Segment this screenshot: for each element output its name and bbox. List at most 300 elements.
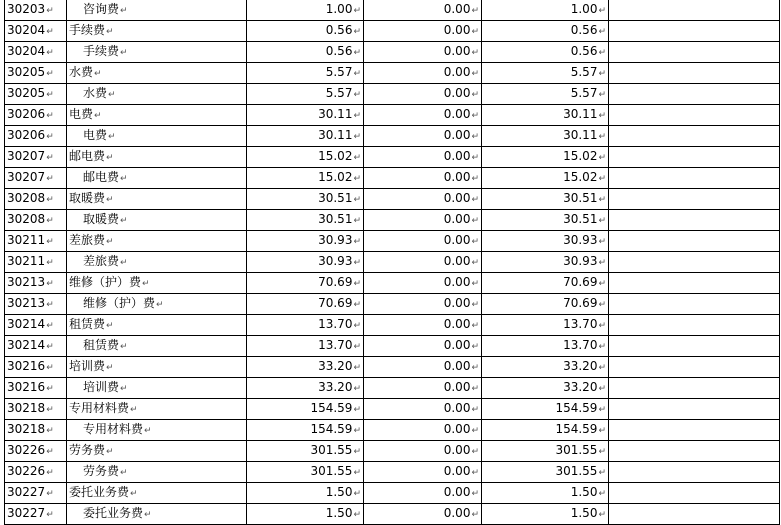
amount-cell-2 [364,231,482,252]
amount-cell-3-text: 5.57 [570,86,598,100]
amount-cell-3 [482,441,609,462]
empty-cell [609,273,780,294]
account-name-cell [67,147,247,168]
paragraph-mark-icon: ↵ [156,300,164,310]
paragraph-mark-icon: ↵ [471,6,479,16]
paragraph-mark-icon: ↵ [94,111,102,121]
paragraph-mark-icon: ↵ [598,342,606,352]
table-row [5,399,780,420]
paragraph-mark-icon: ↵ [598,27,606,37]
account-code-cell [5,126,67,147]
account-name-cell-text: 租赁费 [69,317,106,331]
amount-cell-3 [482,504,609,525]
paragraph-mark-icon: ↵ [471,363,479,373]
table-row [5,462,780,483]
amount-cell-1 [247,0,364,21]
amount-cell-3-text: 301.55 [555,443,598,457]
account-name-cell-text: 委托业务费 [69,485,130,499]
account-code-cell-text: 30226 [7,464,46,478]
empty-cell [609,483,780,504]
amount-cell-3 [482,21,609,42]
amount-cell-2 [364,504,482,525]
paragraph-mark-icon: ↵ [471,510,479,520]
account-name-cell-text: 咨询费 [83,2,120,16]
amount-cell-1 [247,210,364,231]
amount-cell-1 [247,273,364,294]
account-code-cell [5,399,67,420]
amount-cell-2 [364,189,482,210]
paragraph-mark-icon: ↵ [353,510,361,520]
account-code-cell [5,63,67,84]
account-name-cell [67,441,247,462]
amount-cell-2-text: 0.00 [443,422,471,436]
amount-cell-1-text: 1.00 [325,2,353,16]
amount-cell-3-text: 33.20 [563,380,598,394]
account-code-cell-text: 30204 [7,23,46,37]
amount-cell-2 [364,483,482,504]
account-name-cell-text: 培训费 [69,359,106,373]
account-code-cell [5,231,67,252]
amount-cell-3-text: 70.69 [563,296,598,310]
empty-cell [609,294,780,315]
account-code-cell-text: 30208 [7,191,46,205]
account-name-cell-text: 专用材料费 [69,401,130,415]
account-name-cell-text: 手续费 [69,23,106,37]
account-code-cell-text: 30213 [7,275,46,289]
amount-cell-2-text: 0.00 [443,191,471,205]
paragraph-mark-icon: ↵ [598,510,606,520]
amount-cell-3 [482,210,609,231]
amount-cell-1-text: 1.50 [325,506,353,520]
paragraph-mark-icon: ↵ [598,216,606,226]
account-code-cell [5,420,67,441]
amount-cell-1 [247,378,364,399]
paragraph-mark-icon: ↵ [353,90,361,100]
account-code-cell-text: 30207 [7,149,46,163]
amount-cell-1-text: 0.56 [325,44,353,58]
account-name-cell-text: 培训费 [83,380,120,394]
account-name-cell-text: 手续费 [83,44,120,58]
account-name-cell-text: 邮电费 [83,170,120,184]
paragraph-mark-icon: ↵ [353,237,361,247]
paragraph-mark-icon: ↵ [46,489,54,499]
amount-cell-1-text: 30.11 [318,128,353,142]
account-name-cell [67,231,247,252]
paragraph-mark-icon: ↵ [353,153,361,163]
paragraph-mark-icon: ↵ [353,48,361,58]
account-name-cell-text: 维修（护）费 [83,296,156,310]
amount-cell-2 [364,315,482,336]
paragraph-mark-icon: ↵ [120,258,128,268]
amount-cell-1-text: 15.02 [318,149,353,163]
amount-cell-2 [364,420,482,441]
amount-cell-1 [247,63,364,84]
account-name-cell-text: 维修（护）费 [69,275,142,289]
paragraph-mark-icon: ↵ [471,216,479,226]
paragraph-mark-icon: ↵ [46,510,54,520]
empty-cell [609,105,780,126]
paragraph-mark-icon: ↵ [598,405,606,415]
account-name-cell [67,105,247,126]
account-code-cell [5,21,67,42]
amount-cell-2 [364,357,482,378]
account-code-cell [5,273,67,294]
amount-cell-2 [364,126,482,147]
account-name-cell [67,294,247,315]
amount-cell-1-text: 33.20 [318,380,353,394]
paragraph-mark-icon: ↵ [46,237,54,247]
paragraph-mark-icon: ↵ [471,27,479,37]
amount-cell-1 [247,84,364,105]
paragraph-mark-icon: ↵ [598,321,606,331]
amount-cell-1-text: 70.69 [318,296,353,310]
table-row [5,189,780,210]
amount-cell-3-text: 154.59 [555,401,598,415]
account-code-cell-text: 30211 [7,254,46,268]
table-row [5,315,780,336]
amount-cell-2-text: 0.00 [443,401,471,415]
amount-cell-1-text: 5.57 [325,86,353,100]
paragraph-mark-icon: ↵ [106,195,114,205]
paragraph-mark-icon: ↵ [353,6,361,16]
table-row [5,420,780,441]
table-row [5,294,780,315]
table-row [5,441,780,462]
amount-cell-2-text: 0.00 [443,23,471,37]
amount-cell-3 [482,231,609,252]
paragraph-mark-icon: ↵ [598,489,606,499]
table-row [5,231,780,252]
table-row [5,378,780,399]
account-name-cell [67,84,247,105]
paragraph-mark-icon: ↵ [142,279,150,289]
amount-cell-3 [482,378,609,399]
amount-cell-2-text: 0.00 [443,506,471,520]
paragraph-mark-icon: ↵ [353,363,361,373]
account-name-cell [67,63,247,84]
account-code-cell-text: 30207 [7,170,46,184]
account-code-cell [5,315,67,336]
empty-cell [609,210,780,231]
paragraph-mark-icon: ↵ [353,384,361,394]
amount-cell-2 [364,252,482,273]
paragraph-mark-icon: ↵ [46,132,54,142]
amount-cell-1-text: 70.69 [318,275,353,289]
account-code-cell-text: 30227 [7,485,46,499]
paragraph-mark-icon: ↵ [471,237,479,247]
account-code-cell [5,336,67,357]
account-name-cell [67,21,247,42]
empty-cell [609,399,780,420]
paragraph-mark-icon: ↵ [471,384,479,394]
amount-cell-1-text: 30.51 [318,191,353,205]
amount-cell-1-text: 13.70 [318,338,353,352]
paragraph-mark-icon: ↵ [353,258,361,268]
table-row [5,126,780,147]
amount-cell-1-text: 15.02 [318,170,353,184]
empty-cell [609,336,780,357]
paragraph-mark-icon: ↵ [106,27,114,37]
paragraph-mark-icon: ↵ [598,300,606,310]
paragraph-mark-icon: ↵ [471,90,479,100]
amount-cell-1-text: 30.93 [318,254,353,268]
paragraph-mark-icon: ↵ [46,426,54,436]
paragraph-mark-icon: ↵ [108,132,116,142]
empty-cell [609,0,780,21]
paragraph-mark-icon: ↵ [471,321,479,331]
amount-cell-3-text: 30.93 [563,254,598,268]
account-name-cell [67,399,247,420]
account-code-cell-text: 30205 [7,86,46,100]
amount-cell-2-text: 0.00 [443,44,471,58]
paragraph-mark-icon: ↵ [353,69,361,79]
paragraph-mark-icon: ↵ [46,363,54,373]
account-name-cell-text: 取暖费 [69,191,106,205]
amount-cell-2-text: 0.00 [443,86,471,100]
paragraph-mark-icon: ↵ [471,489,479,499]
paragraph-mark-icon: ↵ [106,153,114,163]
paragraph-mark-icon: ↵ [46,153,54,163]
amount-cell-3 [482,126,609,147]
amount-cell-1-text: 30.11 [318,107,353,121]
amount-cell-2 [364,210,482,231]
paragraph-mark-icon: ↵ [471,405,479,415]
amount-cell-3 [482,42,609,63]
amount-cell-1 [247,315,364,336]
paragraph-mark-icon: ↵ [598,6,606,16]
account-code-cell-text: 30216 [7,359,46,373]
paragraph-mark-icon: ↵ [46,195,54,205]
empty-cell [609,189,780,210]
amount-cell-3-text: 30.93 [563,233,598,247]
amount-cell-2 [364,84,482,105]
paragraph-mark-icon: ↵ [106,237,114,247]
empty-cell [609,231,780,252]
amount-cell-1 [247,252,364,273]
account-code-cell [5,42,67,63]
account-code-cell-text: 30204 [7,44,46,58]
amount-cell-2-text: 0.00 [443,128,471,142]
paragraph-mark-icon: ↵ [598,363,606,373]
amount-cell-2 [364,63,482,84]
paragraph-mark-icon: ↵ [353,468,361,478]
paragraph-mark-icon: ↵ [353,342,361,352]
amount-cell-3 [482,0,609,21]
paragraph-mark-icon: ↵ [598,153,606,163]
account-code-cell-text: 30206 [7,128,46,142]
amount-cell-3 [482,273,609,294]
paragraph-mark-icon: ↵ [598,447,606,457]
account-code-cell-text: 30203 [7,2,46,16]
paragraph-mark-icon: ↵ [598,426,606,436]
amount-cell-3-text: 30.51 [563,212,598,226]
account-code-cell [5,84,67,105]
amount-cell-2 [364,0,482,21]
account-name-cell-text: 委托业务费 [83,506,144,520]
amount-cell-3-text: 30.11 [563,128,598,142]
paragraph-mark-icon: ↵ [353,426,361,436]
paragraph-mark-icon: ↵ [598,90,606,100]
paragraph-mark-icon: ↵ [598,468,606,478]
amount-cell-1 [247,105,364,126]
amount-cell-2-text: 0.00 [443,275,471,289]
amount-cell-2-text: 0.00 [443,149,471,163]
paragraph-mark-icon: ↵ [46,111,54,121]
amount-cell-3-text: 1.50 [570,506,598,520]
account-name-cell-text: 电费 [69,107,94,121]
empty-cell [609,147,780,168]
paragraph-mark-icon: ↵ [46,384,54,394]
amount-cell-3 [482,189,609,210]
amount-cell-1-text: 30.51 [318,212,353,226]
amount-cell-3 [482,168,609,189]
paragraph-mark-icon: ↵ [46,405,54,415]
amount-cell-3-text: 0.56 [570,23,598,37]
amount-cell-3 [482,294,609,315]
table-row [5,336,780,357]
amount-cell-2-text: 0.00 [443,2,471,16]
paragraph-mark-icon: ↵ [144,510,152,520]
table-row [5,0,780,21]
empty-cell [609,126,780,147]
paragraph-mark-icon: ↵ [598,237,606,247]
account-code-cell [5,147,67,168]
paragraph-mark-icon: ↵ [94,69,102,79]
expense-table [4,0,780,525]
amount-cell-2 [364,42,482,63]
account-code-cell [5,357,67,378]
paragraph-mark-icon: ↵ [120,468,128,478]
account-name-cell-text: 租赁费 [83,338,120,352]
amount-cell-3 [482,420,609,441]
amount-cell-1-text: 154.59 [310,401,353,415]
paragraph-mark-icon: ↵ [46,321,54,331]
amount-cell-3-text: 15.02 [563,149,598,163]
table-row [5,252,780,273]
paragraph-mark-icon: ↵ [598,174,606,184]
account-name-cell [67,336,247,357]
amount-cell-1 [247,126,364,147]
account-name-cell-text: 取暖费 [83,212,120,226]
account-code-cell-text: 30206 [7,107,46,121]
paragraph-mark-icon: ↵ [353,132,361,142]
account-code-cell-text: 30213 [7,296,46,310]
amount-cell-3 [482,357,609,378]
account-name-cell [67,420,247,441]
paragraph-mark-icon: ↵ [46,216,54,226]
empty-cell [609,84,780,105]
paragraph-mark-icon: ↵ [130,489,138,499]
account-code-cell [5,168,67,189]
amount-cell-2-text: 0.00 [443,317,471,331]
account-name-cell [67,189,247,210]
table-row [5,483,780,504]
amount-cell-1 [247,399,364,420]
amount-cell-2 [364,21,482,42]
paragraph-mark-icon: ↵ [353,321,361,331]
amount-cell-2 [364,336,482,357]
paragraph-mark-icon: ↵ [106,447,114,457]
account-code-cell [5,441,67,462]
paragraph-mark-icon: ↵ [353,405,361,415]
paragraph-mark-icon: ↵ [353,216,361,226]
amount-cell-3-text: 301.55 [555,464,598,478]
paragraph-mark-icon: ↵ [471,447,479,457]
account-code-cell-text: 30214 [7,317,46,331]
account-code-cell [5,0,67,21]
amount-cell-3 [482,483,609,504]
paragraph-mark-icon: ↵ [471,426,479,436]
amount-cell-3 [482,252,609,273]
amount-cell-2 [364,294,482,315]
paragraph-mark-icon: ↵ [46,279,54,289]
account-code-cell [5,378,67,399]
paragraph-mark-icon: ↵ [598,279,606,289]
paragraph-mark-icon: ↵ [471,279,479,289]
account-name-cell [67,357,247,378]
amount-cell-2 [364,378,482,399]
amount-cell-2-text: 0.00 [443,464,471,478]
table-row [5,210,780,231]
empty-cell [609,504,780,525]
account-code-cell-text: 30211 [7,233,46,247]
amount-cell-1-text: 301.55 [310,464,353,478]
amount-cell-1 [247,420,364,441]
empty-cell [609,462,780,483]
account-code-cell [5,189,67,210]
amount-cell-3-text: 15.02 [563,170,598,184]
paragraph-mark-icon: ↵ [471,258,479,268]
amount-cell-3 [482,315,609,336]
table-row [5,42,780,63]
amount-cell-3-text: 30.51 [563,191,598,205]
table-row [5,504,780,525]
amount-cell-1-text: 33.20 [318,359,353,373]
amount-cell-1 [247,42,364,63]
account-code-cell-text: 30218 [7,422,46,436]
amount-cell-1-text: 13.70 [318,317,353,331]
amount-cell-2-text: 0.00 [443,107,471,121]
paragraph-mark-icon: ↵ [471,468,479,478]
account-code-cell [5,294,67,315]
account-code-cell [5,105,67,126]
account-name-cell [67,504,247,525]
amount-cell-1 [247,336,364,357]
amount-cell-3-text: 33.20 [563,359,598,373]
paragraph-mark-icon: ↵ [471,342,479,352]
paragraph-mark-icon: ↵ [46,90,54,100]
account-code-cell [5,210,67,231]
amount-cell-2 [364,168,482,189]
paragraph-mark-icon: ↵ [598,195,606,205]
amount-cell-2-text: 0.00 [443,254,471,268]
account-code-cell-text: 30208 [7,212,46,226]
table-row [5,168,780,189]
paragraph-mark-icon: ↵ [598,48,606,58]
amount-cell-1 [247,231,364,252]
amount-cell-2-text: 0.00 [443,212,471,226]
account-code-cell-text: 30218 [7,401,46,415]
account-name-cell [67,483,247,504]
empty-cell [609,42,780,63]
account-name-cell [67,378,247,399]
paragraph-mark-icon: ↵ [471,69,479,79]
paragraph-mark-icon: ↵ [130,405,138,415]
paragraph-mark-icon: ↵ [471,195,479,205]
amount-cell-3 [482,147,609,168]
paragraph-mark-icon: ↵ [120,216,128,226]
amount-cell-1-text: 5.57 [325,65,353,79]
